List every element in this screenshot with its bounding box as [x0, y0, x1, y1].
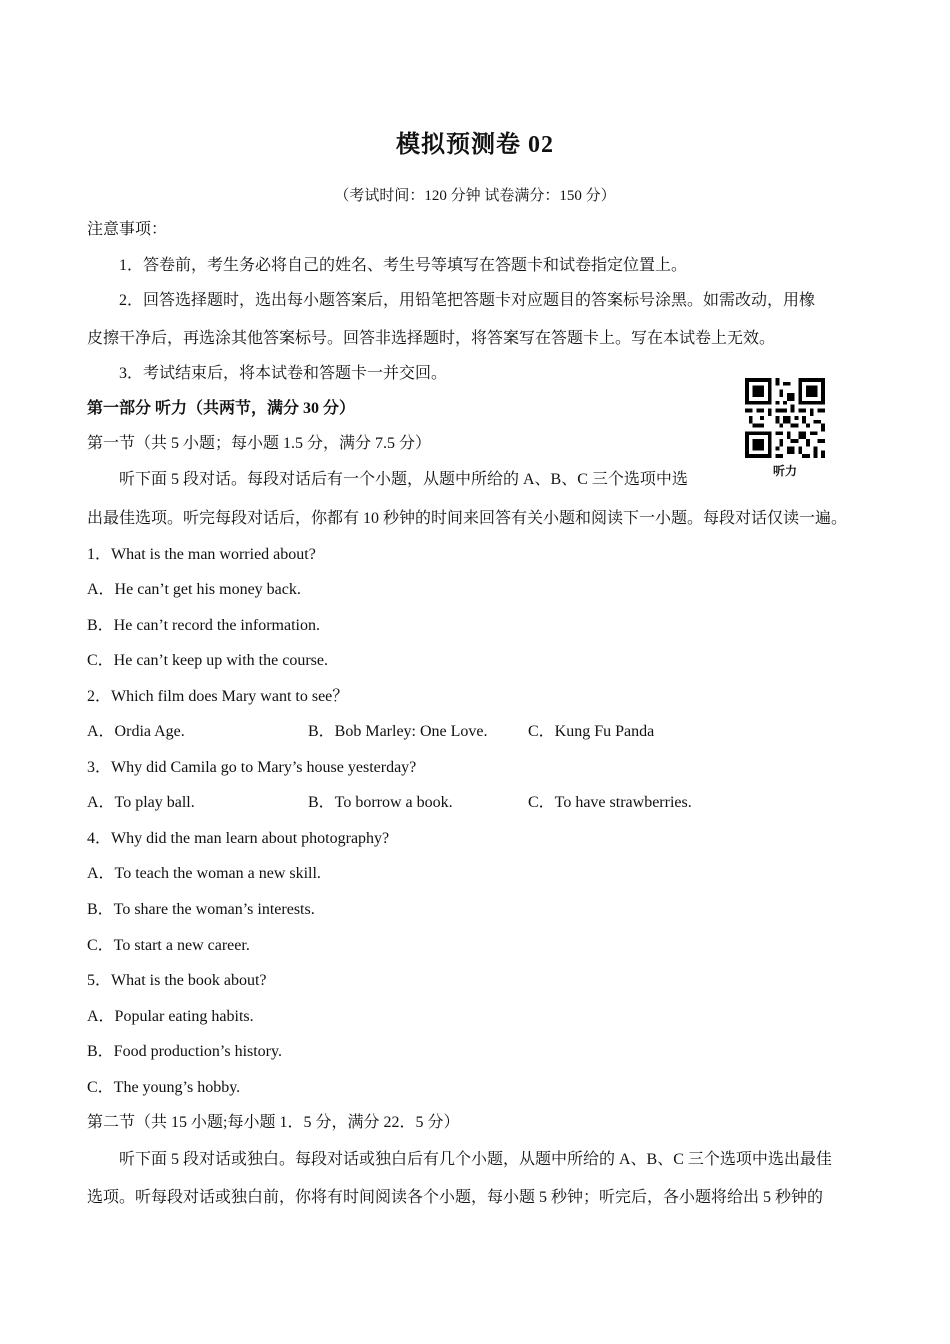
exam-time-info: （考试时间：120 分钟 试卷满分：150 分） [334, 188, 616, 204]
question-5-stem: 5．What is the book about? [87, 972, 267, 989]
question-3-option-c: C．To have strawberries. [528, 794, 692, 811]
question-3-stem: 3．Why did Camila go to Mary’s house yesterday? [87, 759, 417, 776]
question-2-stem: 2．Which film does Mary want to see？ [87, 688, 349, 705]
question-4-stem: 4．Why did the man learn about photography? [87, 830, 390, 847]
qr-code[interactable] [745, 378, 825, 458]
section1-instructions: 听下面 5 段对话。每段对话后有一个小题，从题中所给的 A、B、C 三个选项中选 [119, 471, 688, 488]
section1-instructions-cont: 出最佳选项。听完每段对话后，你都有 10 秒钟的时间来回答有关小题和阅读下一小题。每段对话仅读一遍。 [87, 510, 848, 527]
qr-code-label: 听力 [772, 464, 797, 478]
page-title: 模拟预测卷 02 [396, 132, 554, 158]
question-5-option-c: C．The young’s hobby. [87, 1079, 241, 1096]
question-1-stem: 1．What is the man worried about? [87, 546, 316, 563]
question-4-option-a: A．To teach the woman a new skill. [87, 865, 321, 882]
question-4-option-b: B．To share the woman’s interests. [87, 901, 315, 918]
question-2-option-a: A．Ordia Age. [87, 723, 185, 740]
part1-heading: 第一部分 听力（共两节，满分 30 分） [87, 400, 356, 417]
question-1-option-a: A．He can’t get his money back. [87, 581, 301, 598]
question-5-option-b: B．Food production’s history. [87, 1043, 282, 1060]
notice-item-2: 2．回答选择题时，选出每小题答案后，用铅笔把答题卡对应题目的答案标号涂黑。如需改动，用橡 [119, 292, 816, 309]
question-3-option-a: A．To play ball. [87, 794, 195, 811]
notice-heading: 注意事项： [87, 221, 168, 238]
question-1-option-b: B．He can’t record the information. [87, 617, 320, 634]
notice-item-3: 3．考试结束后，将本试卷和答题卡一并交回。 [119, 365, 448, 382]
question-2-option-b: B．Bob Marley: One Love. [308, 723, 488, 740]
section2-heading: 第二节（共 15 小题;每小题 1．5 分，满分 22．5 分） [87, 1114, 460, 1131]
question-5-option-a: A．Popular eating habits. [87, 1008, 254, 1025]
notice-item-2-cont: 皮擦干净后，再选涂其他答案标号。回答非选择题时，将答案写在答题卡上。写在本试卷上无效。 [87, 330, 776, 347]
section2-instructions-cont: 选项。听每段对话或独白前，你将有时间阅读各个小题，每小题 5 秒钟；听完后，各小题将给出 5 秒钟的 [87, 1189, 824, 1206]
question-3-option-b: B．To borrow a book. [308, 794, 453, 811]
question-2-option-c: C．Kung Fu Panda [528, 723, 655, 740]
question-1-option-c: C．He can’t keep up with the course. [87, 652, 328, 669]
section2-instructions: 听下面 5 段对话或独白。每段对话或独白后有几个小题，从题中所给的 A、B、C 三个选项中选出最佳 [119, 1151, 832, 1168]
notice-item-1: 1．答卷前，考生务必将自己的姓名、考生号等填写在答题卡和试卷指定位置上。 [119, 257, 688, 274]
section1-heading: 第一节（共 5 小题；每小题 1.5 分，满分 7.5 分） [87, 435, 432, 452]
question-4-option-c: C．To start a new career. [87, 937, 250, 954]
